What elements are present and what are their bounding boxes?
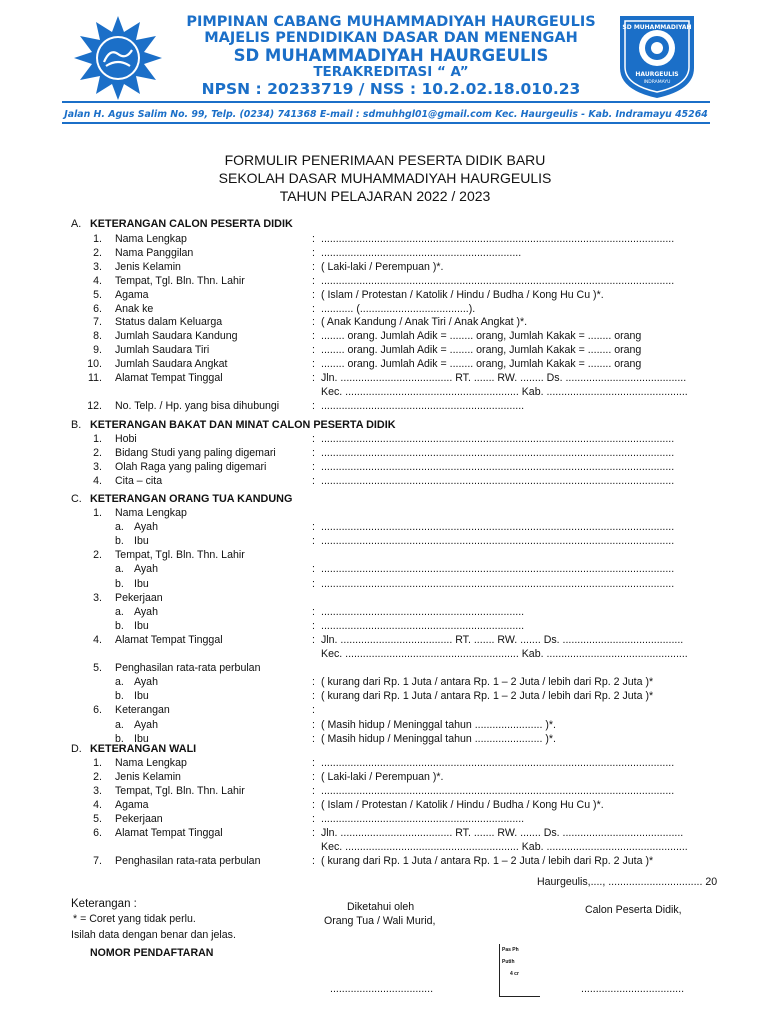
row-sub-label: Ayah: [134, 521, 158, 534]
form-title-line-3: TAHUN PELAJARAN 2022 / 2023: [279, 188, 491, 204]
muhammadiyah-logo: [70, 14, 166, 100]
row-number: 10.: [87, 358, 102, 371]
form-row: [0, 591, 768, 605]
row-label: Pekerjaan: [115, 591, 163, 604]
row-colon: :: [312, 690, 315, 703]
row-number: 1.: [93, 757, 102, 769]
row-colon: :: [312, 784, 315, 797]
form-row: [0, 315, 768, 329]
row-colon: :: [312, 732, 315, 745]
row-value-field[interactable]: ( Islam / Protestan / Katolik / Hindu / Budha / Kong Hu Cu )*.: [321, 288, 604, 301]
candidate-label: Calon Peserta Didik,: [585, 904, 682, 916]
row-sub-label: Ayah: [134, 605, 158, 618]
row-colon: :: [312, 605, 315, 618]
form-row: [0, 619, 768, 633]
row-colon: :: [312, 826, 315, 839]
row-label: Pekerjaan: [115, 812, 163, 825]
keterangan-label: Keterangan :: [71, 898, 137, 910]
row-number: 2.: [93, 549, 102, 562]
form-row: [0, 718, 768, 732]
form-row: [0, 474, 768, 488]
section-title: KETERANGAN CALON PESERTA DIDIK: [90, 218, 293, 230]
row-sub-letter: b.: [115, 577, 124, 590]
badge-bottom-text-2: INDRAMAYU: [643, 80, 671, 85]
row-value-field[interactable]: ........................................................................................................................: [321, 433, 675, 445]
row-colon: :: [312, 433, 315, 445]
row-value-field[interactable]: Kec. ........................................................... Kab. ................................................: [321, 840, 688, 853]
letterhead-line-2: MAJELIS PENDIDIKAN DASAR DAN MENENGAH: [204, 30, 578, 46]
note-isilah: Isilah data dengan benar dan jelas.: [71, 929, 236, 941]
row-label: Nama Lengkap: [115, 233, 187, 245]
section-a-heading: [0, 217, 768, 231]
row-number: 4.: [93, 274, 102, 287]
photo-box-text-2: Putih: [502, 959, 515, 965]
row-number: 6.: [93, 826, 102, 839]
row-value-field[interactable]: ........................................................................................................................: [321, 233, 675, 245]
row-label: Keterangan: [115, 704, 170, 717]
row-number: 7.: [93, 316, 102, 329]
form-row: [0, 703, 768, 717]
row-colon: :: [312, 676, 315, 689]
known-by: Diketahui oleh: [347, 901, 415, 913]
row-value-field[interactable]: Jln. ...................................... RT. ....... RW. ....... Ds. .........................................: [321, 826, 684, 839]
form-row: [0, 385, 768, 399]
row-number: 4.: [93, 798, 102, 811]
row-label: Nama Panggilan: [115, 246, 194, 259]
row-value-field[interactable]: ( Anak Kandung / Anak Tiri / Anak Angkat )*.: [321, 316, 528, 329]
row-colon: :: [312, 798, 315, 811]
row-value-field[interactable]: Kec. ........................................................... Kab. ................................................: [321, 648, 688, 660]
form-row: [0, 302, 768, 316]
row-number: 3.: [93, 260, 102, 273]
row-value-field[interactable]: ( Masih hidup / Meninggal tahun ....................... )*.: [321, 718, 556, 731]
row-sub-letter: b.: [115, 535, 124, 548]
row-sub-label: Ibu: [134, 690, 149, 703]
row-number: 5.: [93, 812, 102, 825]
row-number: 7.: [93, 854, 102, 867]
row-label: Anak ke: [115, 302, 154, 315]
row-label: No. Telp. / Hp. yang bisa dihubungi: [115, 399, 280, 412]
row-colon: :: [312, 704, 315, 717]
row-label: Alamat Tempat Tinggal: [115, 372, 223, 384]
row-sub-letter: a.: [115, 718, 124, 731]
row-value-field[interactable]: ........ orang. Jumlah Adik = ........ orang, Jumlah Kakak = ........ orang: [321, 344, 642, 357]
row-colon: :: [312, 577, 315, 590]
row-label: Jenis Kelamin: [115, 260, 181, 273]
registration-number-label: NOMOR PENDAFTARAN: [90, 947, 214, 959]
row-colon: :: [312, 399, 315, 412]
photo-box-text-1: Pas Ph: [502, 947, 519, 953]
row-value-field[interactable]: ( kurang dari Rp. 1 Juta / antara Rp. 1 – 2 Juta / lebih dari Rp. 2 Juta )*: [321, 676, 654, 689]
row-value-field[interactable]: ........................................................................................................................: [321, 274, 675, 287]
section-c-heading: [0, 492, 768, 506]
row-value-field[interactable]: ....................................................................: [321, 246, 522, 259]
row-sub-label: Ibu: [134, 732, 149, 745]
row-value-field[interactable]: .....................................................................: [321, 812, 525, 825]
row-value-field[interactable]: Jln. ...................................... RT. ....... RW. ........ Ds. .........................................: [321, 372, 687, 384]
form-row: [0, 506, 768, 520]
row-number: 1.: [93, 433, 102, 445]
form-row: [0, 647, 768, 661]
row-value-field[interactable]: Jln. ...................................... RT. ....... RW. ....... Ds. .........................................: [321, 633, 684, 646]
row-label: Cita – cita: [115, 474, 163, 487]
row-colon: :: [312, 246, 315, 259]
row-number: 6.: [93, 302, 102, 315]
row-label: Tempat, Tgl. Bln. Thn. Lahir: [115, 274, 245, 287]
form-row: [0, 605, 768, 619]
row-value-field[interactable]: .....................................................................: [321, 605, 525, 618]
row-number: 5.: [93, 288, 102, 301]
letterhead-rule-top: [62, 101, 710, 103]
form-row: [0, 798, 768, 812]
row-colon: :: [312, 854, 315, 867]
section-title: KETERANGAN ORANG TUA KANDUNG: [90, 493, 293, 505]
row-value-field[interactable]: ( Laki-laki / Perempuan )*.: [321, 260, 444, 273]
badge-top-text: SD MUHAMMADIYAH: [622, 24, 692, 31]
form-row: [0, 232, 768, 246]
row-number: 2.: [93, 770, 102, 783]
row-label: Jumlah Saudara Kandung: [115, 330, 238, 343]
row-value-field[interactable]: ( Islam / Protestan / Katolik / Hindu / Budha / Kong Hu Cu )*.: [321, 798, 604, 811]
row-number: 8.: [93, 330, 102, 343]
form-row: [0, 633, 768, 647]
row-label: Hobi: [115, 433, 137, 445]
row-colon: :: [312, 521, 315, 534]
row-value-field[interactable]: ........................................................................................................................: [321, 577, 675, 590]
row-number: 1.: [93, 507, 102, 519]
row-sub-label: Ayah: [134, 563, 158, 576]
letterhead-npsn: NPSN : 20233719 / NSS : 10.2.02.18.010.23: [201, 80, 581, 98]
row-colon: :: [312, 302, 315, 315]
row-sub-label: Ibu: [134, 619, 149, 632]
row-value-field[interactable]: ( Masih hidup / Meninggal tahun ....................... )*.: [321, 732, 556, 745]
form-row: [0, 460, 768, 474]
row-value-field[interactable]: ........................................................................................................................: [321, 563, 675, 576]
row-label: Penghasilan rata-rata perbulan: [115, 662, 261, 675]
form-row: [0, 675, 768, 689]
row-value-field[interactable]: ( kurang dari Rp. 1 Juta / antara Rp. 1 – 2 Juta / lebih dari Rp. 2 Juta )*: [321, 854, 654, 867]
row-colon: :: [312, 288, 315, 301]
row-label: Nama Lengkap: [115, 757, 187, 769]
photo-box-text-3: 4 cr: [510, 971, 519, 977]
row-number: 1.: [93, 233, 102, 245]
form-row: [0, 520, 768, 534]
section-letter: D.: [71, 743, 82, 755]
form-row: [0, 826, 768, 840]
row-label: Alamat Tempat Tinggal: [115, 826, 223, 839]
form-row: [0, 756, 768, 770]
form-row: [0, 274, 768, 288]
row-label: Olah Raga yang paling digemari: [115, 460, 267, 473]
row-colon: :: [312, 274, 315, 287]
row-value-field[interactable]: ........... (.....................................).: [321, 302, 476, 315]
row-number: 2.: [93, 446, 102, 459]
form-row: [0, 534, 768, 548]
form-row: [0, 260, 768, 274]
row-label: Bidang Studi yang paling digemari: [115, 446, 276, 459]
row-label: Tempat, Tgl. Bln. Thn. Lahir: [115, 549, 245, 562]
row-sub-letter: b.: [115, 690, 124, 703]
row-value-field[interactable]: ........................................................................................................................: [321, 521, 675, 534]
row-sub-letter: b.: [115, 732, 124, 745]
row-label: Tempat, Tgl. Bln. Thn. Lahir: [115, 784, 245, 797]
row-number: 3.: [93, 460, 102, 473]
row-sub-letter: a.: [115, 563, 124, 576]
form-row: [0, 357, 768, 371]
row-label: Nama Lengkap: [115, 507, 187, 519]
letterhead-line-1: PIMPINAN CABANG MUHAMMADIYAH HAURGEULIS: [186, 14, 596, 30]
row-value-field[interactable]: ........ orang. Jumlah Adik = ........ orang, Jumlah Kakak = ........ orang: [321, 330, 642, 343]
row-number: 4.: [93, 633, 102, 646]
row-colon: :: [312, 718, 315, 731]
row-value-field[interactable]: ........................................................................................................................: [321, 460, 675, 473]
section-d-heading: [0, 742, 768, 756]
row-value-field[interactable]: .....................................................................: [321, 399, 525, 412]
row-label: Penghasilan rata-rata perbulan: [115, 854, 261, 867]
row-colon: :: [312, 770, 315, 783]
row-colon: :: [312, 563, 315, 576]
form-row: [0, 840, 768, 854]
row-value-field[interactable]: ........................................................................................................................: [321, 474, 675, 487]
row-sub-letter: b.: [115, 619, 124, 632]
row-label: Agama: [115, 288, 149, 301]
section-title: KETERANGAN BAKAT DAN MINAT CALON PESERTA DIDIK: [90, 419, 396, 431]
row-colon: :: [312, 757, 315, 769]
row-sub-label: Ibu: [134, 535, 149, 548]
letterhead-address: Jalan H. Agus Salim No. 99, Telp. (0234) 741368 E-mail : sdmuhhgl01@gmail.com Kec. Haurgeulis - Kab. Indramayu 45264: [64, 109, 708, 120]
row-label: Status dalam Keluarga: [115, 316, 223, 329]
section-letter: C.: [71, 493, 82, 505]
form-title-line-2: SEKOLAH DASAR MUHAMMADIYAH HAURGEULIS: [218, 170, 552, 186]
row-label: Alamat Tempat Tinggal: [115, 633, 223, 646]
section-letter: A.: [71, 218, 82, 230]
form-row: [0, 343, 768, 357]
form-row: [0, 329, 768, 343]
candidate-signature-line: ...................................: [581, 983, 685, 995]
form-row: [0, 812, 768, 826]
row-label: Agama: [115, 798, 149, 811]
row-value-field[interactable]: Kec. ........................................................... Kab. ................................................: [321, 385, 688, 398]
section-letter: B.: [71, 419, 82, 431]
row-value-field[interactable]: ( Laki-laki / Perempuan )*.: [321, 770, 444, 783]
form-row: [0, 446, 768, 460]
row-value-field[interactable]: .....................................................................: [321, 619, 525, 632]
row-label: Jenis Kelamin: [115, 770, 181, 783]
form-row: [0, 288, 768, 302]
form-title-line-1: FORMULIR PENERIMAAN PESERTA DIDIK BARU: [224, 152, 546, 168]
row-value-field[interactable]: ........................................................................................................................: [321, 784, 675, 797]
form-row: [0, 577, 768, 591]
form-row: [0, 854, 768, 868]
row-colon: :: [312, 330, 315, 343]
photo-box: [499, 944, 540, 997]
row-sub-label: Ayah: [134, 718, 158, 731]
letterhead-rule-bottom: [62, 122, 710, 124]
row-colon: :: [312, 474, 315, 487]
row-sub-label: Ibu: [134, 577, 149, 590]
row-number: 3.: [93, 784, 102, 797]
row-number: 11.: [88, 372, 102, 384]
form-row: [0, 784, 768, 798]
row-number: 3.: [93, 591, 102, 604]
note-coret: * = Coret yang tidak perlu.: [73, 913, 196, 925]
form-row: [0, 689, 768, 703]
row-colon: :: [312, 260, 315, 273]
form-row: [0, 246, 768, 260]
row-colon: :: [312, 344, 315, 357]
form-row: [0, 562, 768, 576]
row-label: Jumlah Saudara Tiri: [115, 344, 210, 357]
parent-signature-line: ...................................: [330, 983, 434, 995]
row-value-field[interactable]: ........................................................................................................................: [321, 446, 675, 459]
form-row: [0, 661, 768, 675]
row-value-field[interactable]: ........ orang. Jumlah Adik = ........ orang, Jumlah Kakak = ........ orang: [321, 358, 642, 371]
row-number: 6.: [93, 704, 102, 717]
section-b-heading: [0, 418, 768, 432]
row-number: 4.: [93, 474, 102, 487]
letterhead-accreditation: TERAKREDITASI “ A”: [313, 64, 469, 80]
form-row: [0, 432, 768, 446]
letterhead-school-name: SD MUHAMMADIYAH HAURGEULIS: [233, 46, 549, 65]
form-row: [0, 770, 768, 784]
row-colon: :: [312, 372, 315, 384]
row-number: 5.: [93, 662, 102, 675]
row-label: Jumlah Saudara Angkat: [115, 358, 228, 371]
row-value-field[interactable]: ........................................................................................................................: [321, 757, 675, 769]
row-colon: :: [312, 316, 315, 329]
school-badge: [612, 10, 702, 100]
row-colon: :: [312, 446, 315, 459]
row-colon: :: [312, 812, 315, 825]
row-number: 9.: [93, 344, 102, 357]
row-colon: :: [312, 633, 315, 646]
form-row: [0, 548, 768, 562]
parent-label: Orang Tua / Wali Murid,: [324, 915, 436, 927]
form-row: [0, 399, 768, 413]
badge-bottom-text-1: HAURGEULIS: [635, 71, 679, 78]
row-value-field[interactable]: ( kurang dari Rp. 1 Juta / antara Rp. 1 – 2 Juta / lebih dari Rp. 2 Juta )*: [321, 690, 654, 703]
place-date: Haurgeulis,...., ................................ 20: [537, 876, 718, 888]
row-sub-letter: a.: [115, 605, 124, 618]
row-number: 2.: [93, 246, 102, 259]
row-colon: :: [312, 619, 315, 632]
row-sub-letter: a.: [115, 676, 124, 689]
section-title: KETERANGAN WALI: [90, 743, 197, 755]
row-colon: :: [312, 233, 315, 245]
row-colon: :: [312, 535, 315, 548]
row-number: 12.: [87, 399, 102, 412]
row-colon: :: [312, 460, 315, 473]
row-sub-letter: a.: [115, 521, 124, 534]
form-row: [0, 371, 768, 385]
row-colon: :: [312, 358, 315, 371]
row-sub-label: Ayah: [134, 676, 158, 689]
row-value-field[interactable]: ........................................................................................................................: [321, 535, 675, 548]
